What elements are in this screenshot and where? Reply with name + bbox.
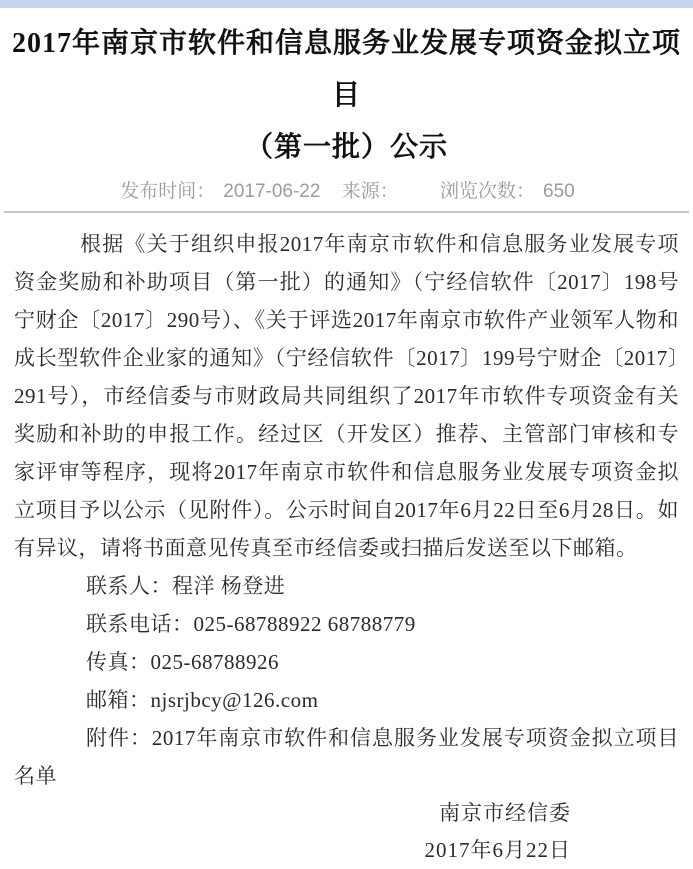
- article-meta: [0, 179, 693, 205]
- source-label: 来源：: [341, 181, 399, 202]
- contact-phone-line: 联系电话：025-68788922 68788779: [86, 612, 416, 636]
- attachment-line: 附件：2017年南京市软件和信息服务业发展专项资金拟立项目名单: [14, 726, 679, 788]
- notice-paragraph: 根据《关于组织申报2017年南京市软件和信息服务业发展专项资金奖励和补助项目（第一批）的通知》（宁经信软件〔2017〕198号 宁财企〔2017〕290号）、《关于评选2017年南京市软件产业领军人物和成长型软件企业家的通知》（宁经信软件〔2017〕199号宁财企〔2017〕291号），市经信委与市财政局共同组织了2017年市软件专项资金有关奖励和补助的申报工作。经过区（开发区）推荐、主管部门审核和专家评审等程序，现将2017年南京市软件和信息服务业发展专项资金拟立项目予以公示（见附件）。公示时间自2017年6月22日至6月28日。如有异议，请将书面意见传真至市经信委或扫描后发送至以下邮箱。: [14, 232, 679, 560]
- article-body: [0, 213, 693, 869]
- page-title-line1: 2017年南京市软件和信息服务业发展专项资金拟立项目: [11, 28, 681, 111]
- article: [0, 8, 693, 869]
- contact-email-line: 邮箱：njsrjbcy@126.com: [86, 688, 319, 712]
- signature-org: 南京市经信委: [439, 801, 571, 825]
- publish-date-label: 发布时间：: [120, 181, 216, 202]
- publish-date-value: 2017-06-22: [223, 181, 321, 202]
- top-accent-bar: [0, 0, 693, 8]
- page-title: [0, 8, 693, 174]
- view-count-value: 650: [543, 181, 575, 202]
- contact-fax-line: 传真：025-68788926: [86, 650, 279, 674]
- contact-person-line: 联系人：程洋 杨登进: [86, 574, 286, 598]
- page-title-line2: （第一批）公示: [244, 132, 448, 163]
- view-count-label: 浏览次数：: [440, 181, 536, 202]
- signature-date: 2017年6月22日: [424, 838, 571, 862]
